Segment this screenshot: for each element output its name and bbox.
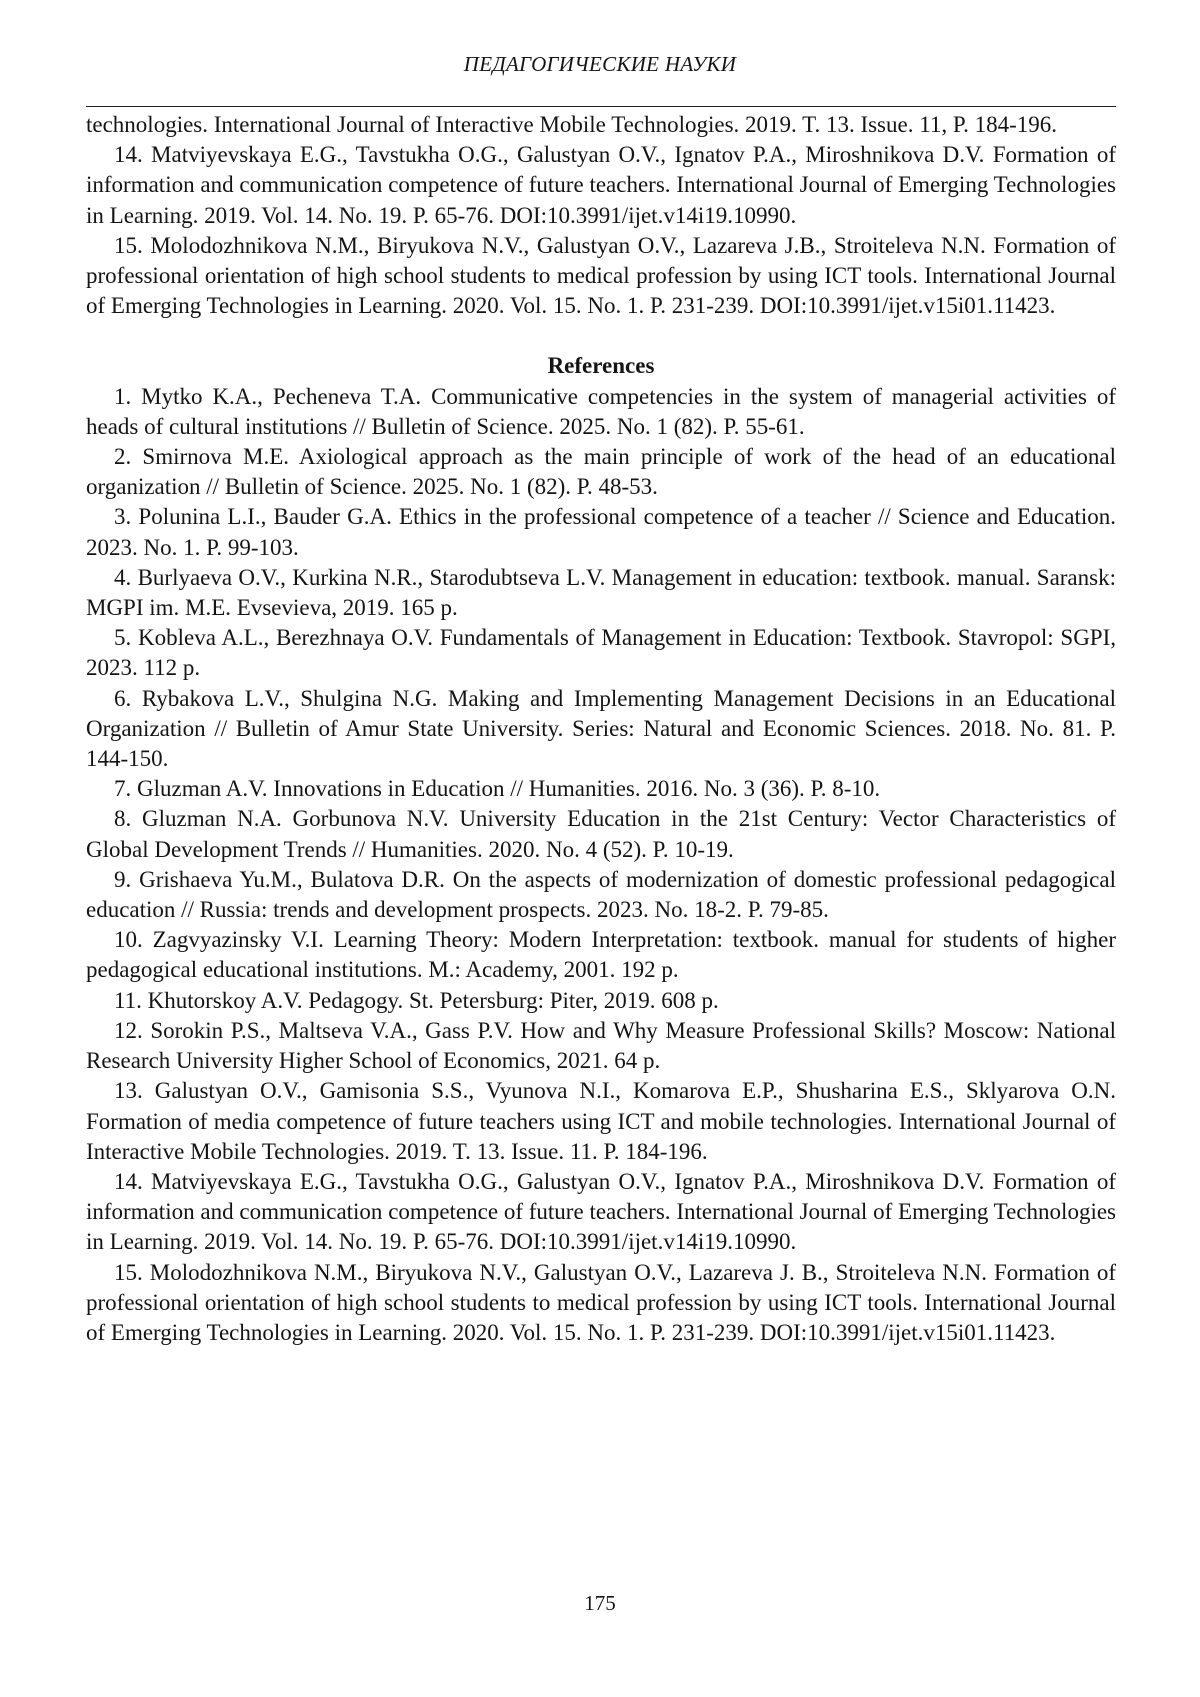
reference-item: 12. Sorokin P.S., Maltseva V.A., Gass P.V. How and Why Measure Professional Skills? Moscow: National Research University Higher School of Economics, 2021. 64 p.: [86, 1017, 1116, 1074]
reference-item: 13. Galustyan O.V., Gamisonia S.S., Vyunova N.I., Komarova E.P., Shusharina E.S., Sklyarova O.N. Formation of media competence of future teachers using ICT and mobile technologies. International Journal of Interactive Mobile Technologies. 2019. T. 13. Issue. 11. P. 184-196.: [86, 1078, 1116, 1164]
reference-item: 5. Kobleva A.L., Berezhnaya O.V. Fundamentals of Management in Education: Textbook. Stavropol: SGPI, 2023. 112 p.: [86, 625, 1116, 681]
reference-item: 11. Khutorskoy A.V. Pedagogy. St. Petersburg: Piter, 2019. 608 p.: [114, 987, 719, 1013]
reference-item: 14. Matviyevskaya E.G., Tavstukha O.G., Galustyan O.V., Ignatov P.A., Miroshnikova D.V. Formation of information and communication competence of future teachers. International Journal of Emerging Technologies in Learning. 2019. Vol. 14. No. 19. P. 65-76. DOI:10.3991/ijet.v14i19.10990.: [86, 1168, 1116, 1255]
reference-item: 4. Burlyaeva O.V., Kurkina N.R., Starodubtseva L.V. Management in education: textbook. manual. Saransk: MGPI im. M.E. Evsevieva, 2019. 165 p.: [86, 564, 1116, 621]
reference-item: 10. Zagvyazinsky V.I. Learning Theory: Modern Interpretation: textbook. manual for students of higher pedagogical educational institutions. M.: Academy, 2001. 192 p.: [86, 927, 1116, 983]
page-content: [86, 110, 1116, 1348]
reference-item: 2. Smirnova M.E. Axiological approach as the main principle of work of the head of an educational organization // Bulletin of Science. 2025. No. 1 (82). P. 48-53.: [86, 444, 1116, 500]
reference-item: 6. Rybakova L.V., Shulgina N.G. Making and Implementing Management Decisions in an Educational Organization // Bulletin of Amur State University. Series: Natural and Economic Sciences. 2018. No. 81. P. 144-150.: [86, 685, 1116, 772]
page-number: 175: [584, 1591, 616, 1615]
reference-item: 9. Grishaeva Yu.M., Bulatova D.R. On the aspects of modernization of domestic professional pedagogical education // Russia: trends and development prospects. 2023. No. 18-2. P. 79-85.: [86, 866, 1116, 923]
reference-item: 15. Molodozhnikova N.M., Biryukova N.V., Galustyan O.V., Lazareva J. B., Stroiteleva N.N. Formation of professional orientation of high school students to medical profession by using ICT tools. International Journal of Emerging Technologies in Learning. 2020. Vol. 15. No. 1. P. 231-239. DOI:10.3991/ijet.v15i01.11423.: [86, 1259, 1116, 1345]
reference-continuation: technologies. International Journal of Interactive Mobile Technologies. 2019. T. 13. Issue. 11, P. 184-196.: [86, 112, 1058, 137]
reference-item: 15. Molodozhnikova N.M., Biryukova N.V., Galustyan O.V., Lazareva J.B., Stroiteleva N.N. Formation of professional orientation of high school students to medical profession by using ICT tools. International Journal of Emerging Technologies in Learning. 2020. Vol. 15. No. 1. P. 231-239. DOI:10.3991/ijet.v15i01.11423.: [86, 232, 1116, 319]
references-heading: References: [547, 353, 655, 379]
reference-item: 3. Polunina L.I., Bauder G.A. Ethics in the professional competence of a teacher // Science and Education. 2023. No. 1. P. 99-103.: [86, 504, 1116, 560]
reference-item: 7. Gluzman A.V. Innovations in Education // Humanities. 2016. No. 3 (36). P. 8-10.: [114, 776, 881, 802]
reference-item: 14. Matviyevskaya E.G., Tavstukha O.G., Galustyan O.V., Ignatov P.A., Miroshnikova D.V. Formation of information and communication competence of future teachers. International Journal of Emerging Technologies in Learning. 2019. Vol. 14. No. 19. P. 65-76. DOI:10.3991/ijet.v14i19.10990.: [86, 142, 1116, 228]
reference-item: 8. Gluzman N.A. Gorbunova N.V. University Education in the 21st Century: Vector Characteristics of Global Development Trends // Humanities. 2020. No. 4 (52). P. 10-19.: [86, 806, 1116, 862]
header-rule: [86, 106, 1116, 107]
running-head: ПЕДАГОГИЧЕСКИЕ НАУКИ: [463, 52, 737, 76]
reference-item: 1. Mytko K.A., Pecheneva T.A. Communicative competencies in the system of managerial activities of heads of cultural institutions // Bulletin of Science. 2025. No. 1 (82). P. 55-61.: [86, 383, 1116, 439]
